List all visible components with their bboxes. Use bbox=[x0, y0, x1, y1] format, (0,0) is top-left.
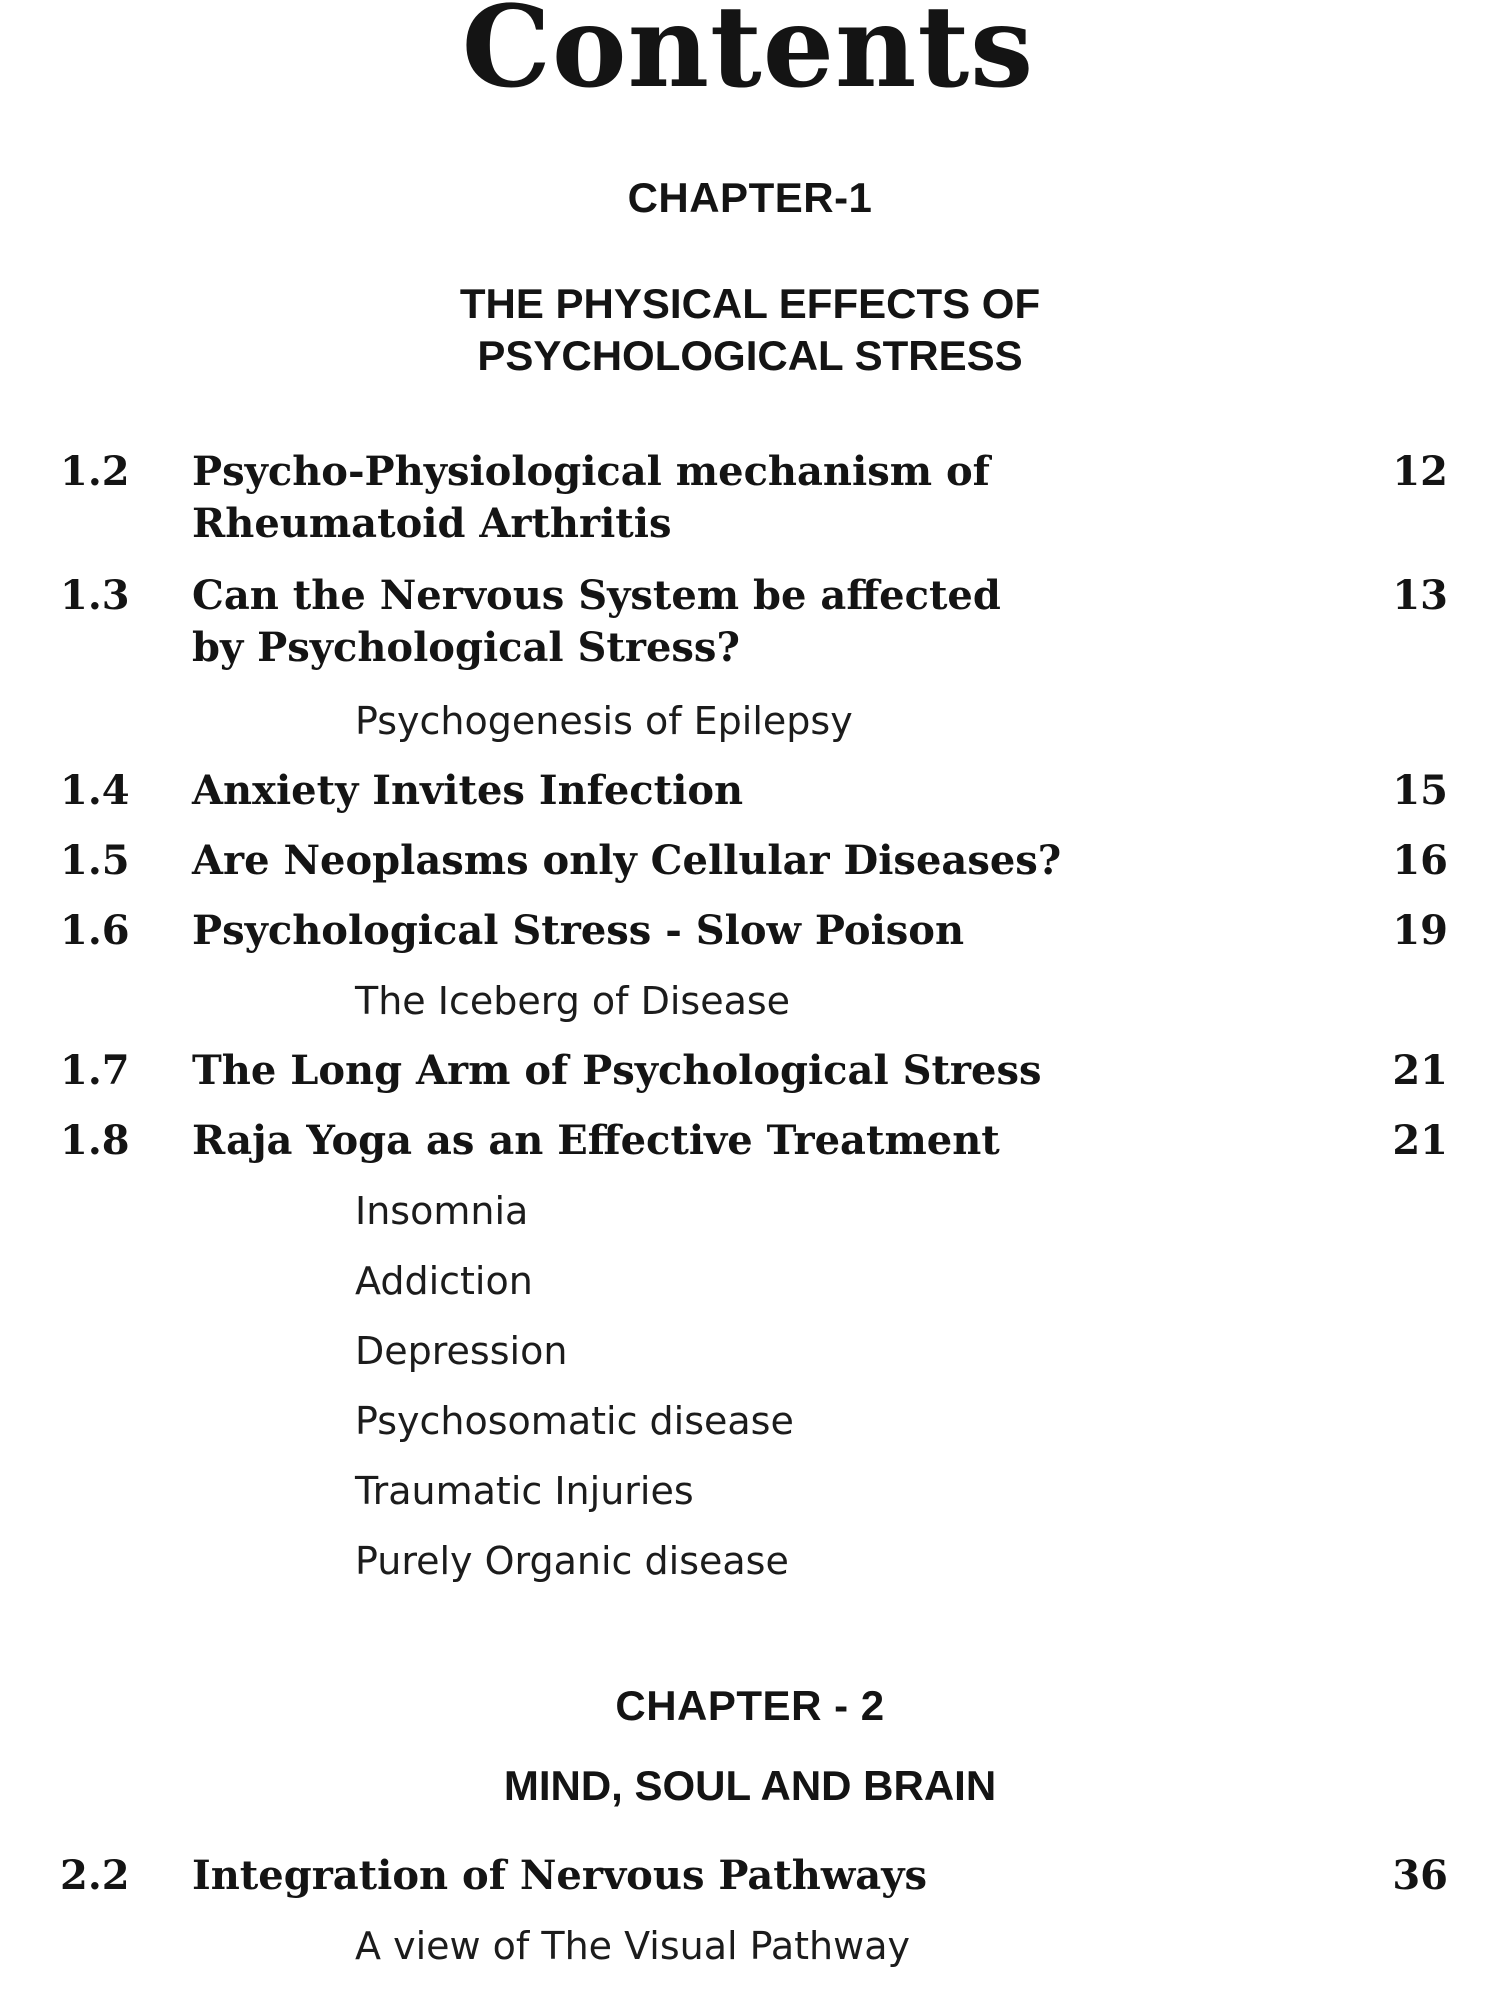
subsection-title[interactable]: A view of The Visual Pathway bbox=[355, 1924, 910, 1968]
section-number: 1.7 bbox=[60, 1047, 130, 1094]
section-title: The Long Arm of Psychological Stress bbox=[192, 1047, 1042, 1094]
page-number: 15 bbox=[1392, 767, 1448, 814]
section-number: 1.6 bbox=[60, 907, 130, 954]
section-title-line: Rheumatoid Arthritis bbox=[192, 500, 672, 547]
chapter-title: MIND, SOUL AND BRAIN bbox=[503, 1762, 997, 1809]
subsection-title[interactable]: Psychogenesis of Epilepsy bbox=[355, 699, 853, 743]
page-number: 16 bbox=[1392, 837, 1448, 884]
section-title: Anxiety Invites Infection bbox=[192, 767, 744, 814]
section-number: 1.4 bbox=[60, 767, 130, 814]
section-number: 1.3 bbox=[60, 572, 130, 619]
subsection-title[interactable]: Insomnia bbox=[355, 1189, 529, 1233]
section-title-line: Psycho-Physiological mechanism of bbox=[192, 448, 990, 495]
section-title bbox=[192, 570, 1122, 674]
page-number: 21 bbox=[1392, 1117, 1448, 1164]
page-number: 21 bbox=[1392, 1047, 1448, 1094]
subsection-title[interactable]: The Iceberg of Disease bbox=[355, 979, 791, 1023]
chapter-label: CHAPTER - 2 bbox=[615, 1682, 885, 1729]
chapter-label: CHAPTER-1 bbox=[627, 174, 873, 221]
section-title: Are Neoplasms only Cellular Diseases? bbox=[192, 837, 1062, 884]
section-title: Psychological Stress - Slow Poison bbox=[192, 907, 965, 954]
section-title bbox=[192, 446, 1122, 550]
page-number: 12 bbox=[1392, 448, 1448, 495]
subsection-title[interactable]: Psychosomatic disease bbox=[355, 1399, 794, 1443]
section-title: Integration of Nervous Pathways bbox=[192, 1852, 927, 1899]
page-number: 19 bbox=[1392, 907, 1448, 954]
subsection-title[interactable]: Addiction bbox=[355, 1259, 533, 1303]
page-number: 36 bbox=[1392, 1852, 1448, 1899]
page-title bbox=[0, 0, 1500, 113]
toc-entry[interactable] bbox=[0, 446, 1500, 556]
subsection-title[interactable]: Purely Organic disease bbox=[355, 1539, 789, 1583]
section-title-line: Can the Nervous System be affected bbox=[192, 572, 1001, 619]
section-title: Raja Yoga as an Effective Treatment bbox=[192, 1117, 1000, 1164]
subsection-title[interactable]: Depression bbox=[355, 1329, 568, 1373]
chapter-title: PSYCHOLOGICAL STRESS bbox=[477, 332, 1023, 379]
section-number: 2.2 bbox=[60, 1852, 130, 1899]
toc-entry[interactable] bbox=[0, 570, 1500, 680]
chapter-title: THE PHYSICAL EFFECTS OF bbox=[459, 280, 1041, 327]
section-title-line: by Psychological Stress? bbox=[192, 624, 740, 671]
section-number: 1.5 bbox=[60, 837, 130, 884]
page-title-text: Contents bbox=[461, 0, 1035, 113]
subsection-title[interactable]: Traumatic Injuries bbox=[355, 1469, 694, 1513]
page-number: 13 bbox=[1392, 572, 1448, 619]
section-number: 1.2 bbox=[60, 448, 130, 495]
section-number: 1.8 bbox=[60, 1117, 130, 1164]
